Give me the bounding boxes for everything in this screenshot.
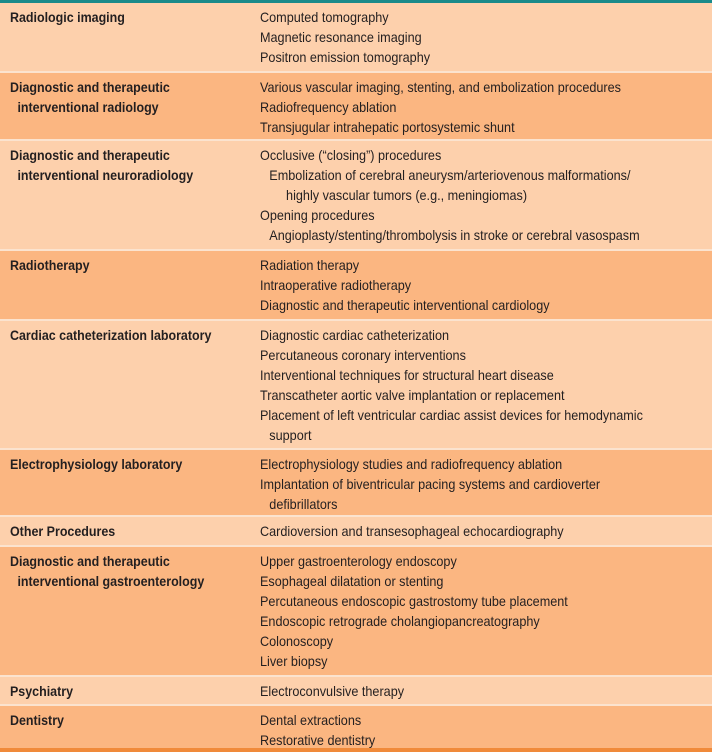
row-items <box>260 455 674 515</box>
row-category <box>10 256 233 276</box>
category-label: Psychiatry <box>10 684 74 699</box>
category-label: Electrophysiology laboratory <box>10 457 183 472</box>
category-label: interventional radiology <box>17 100 159 115</box>
row-items <box>260 256 674 316</box>
row-items <box>260 78 674 138</box>
item: Interventional techniques for structural heart disease <box>260 368 554 383</box>
item: Transjugular intrahepatic portosystemic shunt <box>260 120 515 135</box>
item: Percutaneous endoscopic gastrostomy tube placement <box>260 594 568 609</box>
item: Positron emission tomography <box>260 50 431 65</box>
row-items <box>260 711 674 751</box>
item: Placement of left ventricular cardiac assist devices for hemodynamic <box>260 408 643 423</box>
item: Opening procedures <box>260 208 375 223</box>
category-label: Diagnostic and therapeutic <box>10 148 170 163</box>
category-label: Radiologic imaging <box>10 10 125 25</box>
row-category <box>10 711 233 731</box>
row-category <box>10 326 233 346</box>
item: Diagnostic and therapeutic interventional cardiology <box>260 298 550 313</box>
item: Colonoscopy <box>260 634 334 649</box>
category-label: Diagnostic and therapeutic <box>10 554 170 569</box>
item: support <box>269 428 312 443</box>
table-row <box>0 141 712 251</box>
table-row <box>0 706 712 748</box>
row-items <box>260 326 674 446</box>
item: Magnetic resonance imaging <box>260 30 422 45</box>
row-category <box>10 682 233 702</box>
table-row <box>0 450 712 517</box>
row-category <box>10 78 233 118</box>
item: Embolization of cerebral aneurysm/arteriovenous malformations/ <box>269 168 631 183</box>
item: Various vascular imaging, stenting, and embolization procedures <box>260 80 621 95</box>
row-category <box>10 146 233 186</box>
item: Implantation of biventricular pacing systems and cardioverter <box>260 477 601 492</box>
table-row <box>0 3 712 73</box>
category-label: Dentistry <box>10 713 64 728</box>
item: Radiation therapy <box>260 258 360 273</box>
item: Upper gastroenterology endoscopy <box>260 554 457 569</box>
row-category <box>10 552 233 592</box>
item: Liver biopsy <box>260 654 328 669</box>
item: Radiofrequency ablation <box>260 100 397 115</box>
row-items <box>260 522 674 542</box>
table-row <box>0 517 712 547</box>
row-items <box>260 682 674 702</box>
row-category <box>10 522 233 542</box>
item: Transcatheter aortic valve implantation or replacement <box>260 388 565 403</box>
item: Dental extractions <box>260 713 362 728</box>
item: Restorative dentistry <box>260 733 376 748</box>
item: Endoscopic retrograde cholangiopancreatography <box>260 614 540 629</box>
category-label: Diagnostic and therapeutic <box>10 80 170 95</box>
item: highly vascular tumors (e.g., meningiomas) <box>286 188 528 203</box>
table-row <box>0 73 712 141</box>
category-label: interventional gastroenterology <box>17 574 205 589</box>
item: Diagnostic cardiac catheterization <box>260 328 450 343</box>
item: Intraoperative radiotherapy <box>260 278 412 293</box>
item: Electroconvulsive therapy <box>260 684 405 699</box>
row-items <box>260 146 674 246</box>
table-row <box>0 677 712 706</box>
category-label: Radiotherapy <box>10 258 90 273</box>
item: defibrillators <box>269 497 338 512</box>
row-category <box>10 8 233 28</box>
category-label: Other Procedures <box>10 524 116 539</box>
item: Angioplasty/stenting/thrombolysis in stroke or cerebral vasospasm <box>269 228 640 243</box>
table-row <box>0 251 712 321</box>
category-label: interventional neuroradiology <box>17 168 194 183</box>
table-row <box>0 321 712 450</box>
table-row <box>0 547 712 677</box>
item: Occlusive (“closing”) procedures <box>260 148 442 163</box>
item: Computed tomography <box>260 10 389 25</box>
row-items <box>260 8 674 68</box>
item: Percutaneous coronary interventions <box>260 348 466 363</box>
row-category <box>10 455 233 475</box>
row-items <box>260 552 674 672</box>
item: Esophageal dilatation or stenting <box>260 574 444 589</box>
item: Cardioversion and transesophageal echocardiography <box>260 524 564 539</box>
item: Electrophysiology studies and radiofrequency ablation <box>260 457 563 472</box>
category-label: Cardiac catheterization laboratory <box>10 328 212 343</box>
